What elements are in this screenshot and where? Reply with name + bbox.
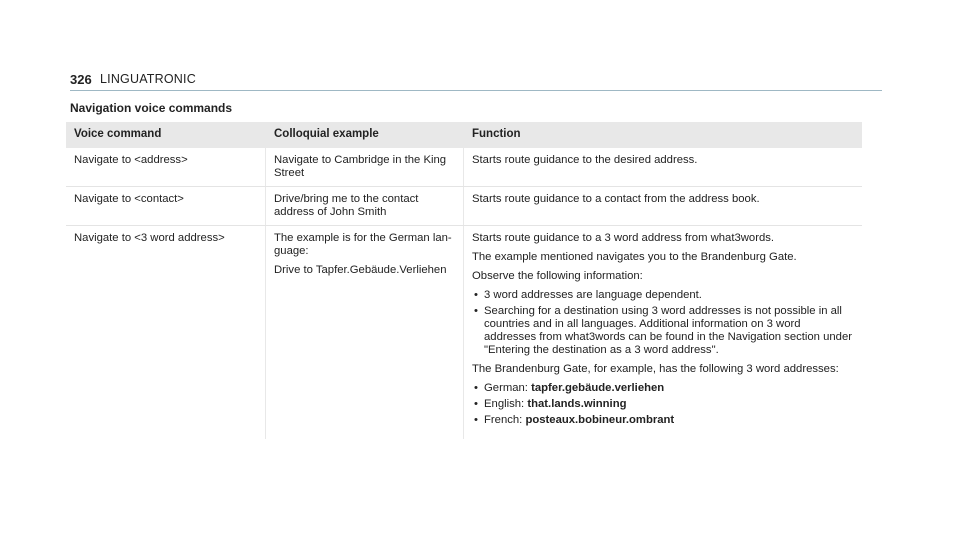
word-address: posteaux.bobineur.ombrant <box>525 414 675 426</box>
column-header-function: Function <box>464 122 863 148</box>
example-cell: Navigate to Cambridge in the King Street <box>266 148 464 187</box>
column-header-voice-command: Voice command <box>66 122 266 148</box>
list-item: • Searching for a destination using 3 word addresses is not possible in all countries and in all languages. Additional information on 3 word addresses from what3words can be found in the Navigation section under "Entering the destination as a 3 word address". <box>472 305 854 357</box>
word-address: that.lands.winning <box>527 398 627 410</box>
list-item <box>472 398 854 411</box>
table-header-row <box>66 122 862 148</box>
language-label: German: <box>484 382 532 394</box>
column-header-colloquial-example: Colloquial example <box>266 122 464 148</box>
voice-command-cell: Navigate to <3 word address> <box>74 232 225 244</box>
section-title: Navigation voice commands <box>70 101 233 115</box>
example-cell: Drive/bring me to the contact address of John Smith <box>266 187 464 226</box>
table-row <box>66 226 862 440</box>
info-list <box>472 289 854 357</box>
manual-title: LINGUATRONIC <box>100 72 196 86</box>
page-number: 326 <box>70 72 92 87</box>
example-text: The example is for the German lan-guage: <box>274 232 452 257</box>
table-row <box>66 187 862 226</box>
example-text: Drive to Tapfer.Gebäude.Verliehen <box>274 264 447 276</box>
voice-command-cell: Navigate to <contact> <box>66 187 266 226</box>
function-text: Observe the following information: <box>472 270 643 282</box>
address-list <box>472 382 854 427</box>
table-row <box>66 148 862 187</box>
voice-command-cell: Navigate to <address> <box>66 148 266 187</box>
function-cell: Starts route guidance to the desired address. <box>464 148 863 187</box>
list-item <box>472 382 854 395</box>
list-item: • 3 word addresses are language dependent. <box>472 289 854 302</box>
example-cell <box>266 226 464 440</box>
function-text: Starts route guidance to a 3 word address from what3words. <box>472 232 775 244</box>
function-cell: Starts route guidance to a contact from the address book. <box>464 187 863 226</box>
function-cell <box>464 226 863 440</box>
page-header <box>70 70 882 91</box>
language-label: English: <box>484 398 528 410</box>
word-address: tapfer.gebäude.verliehen <box>531 382 665 394</box>
voice-commands-table <box>66 122 862 439</box>
list-item <box>472 414 854 427</box>
function-text: The Brandenburg Gate, for example, has the following 3 word addresses: <box>472 363 839 375</box>
function-text: The example mentioned navigates you to the Brandenburg Gate. <box>472 251 797 263</box>
language-label: French: <box>484 414 526 426</box>
